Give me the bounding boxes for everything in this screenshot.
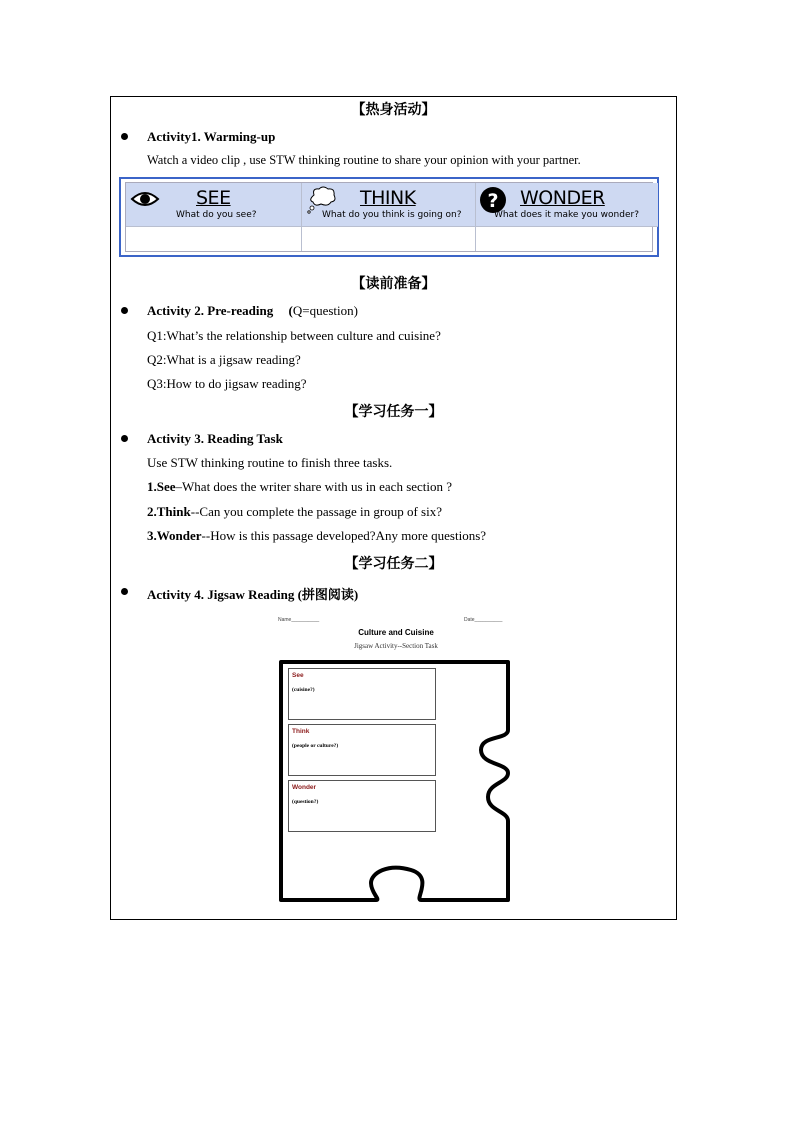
question-3: Q3:How to do jigsaw reading? (147, 376, 307, 391)
bullet-icon (121, 588, 128, 595)
prereading-section-title: 【读前准备】 (351, 277, 436, 292)
see-word: SEE (196, 187, 231, 209)
think-box-label: Think (292, 728, 310, 735)
activity2-heading: Activity 2. Pre-reading (147, 303, 274, 318)
see-box-hint: (cuisine?) (292, 687, 315, 693)
task2-section-title: 【学习任务二】 (344, 557, 443, 572)
worksheet-subtitle: Jigsaw Activity--Section Task (354, 642, 438, 650)
task-wonder-line (147, 528, 486, 544)
stw-column-think (302, 183, 476, 251)
eye-icon (130, 189, 160, 209)
think-question: What do you think is going on? (322, 210, 462, 220)
bullet-icon (121, 307, 128, 314)
see-box-label: See (292, 672, 304, 679)
question-1: Q1:What’s the relationship between culture and cuisine? (147, 328, 441, 343)
warmup-section-title: 【热身活动】 (351, 103, 436, 118)
worksheet-title: Culture and Cuisine (358, 628, 434, 637)
activity1-heading: Activity1. Warming-up (147, 129, 276, 144)
bullet-icon (121, 133, 128, 140)
wonder-box-label: Wonder (292, 784, 317, 791)
jigsaw-worksheet (276, 615, 516, 915)
task-wonder-label: 3.Wonder (147, 528, 202, 543)
task-think-line (147, 504, 442, 520)
activity3-heading: Activity 3. Reading Task (147, 431, 283, 446)
wonder-box-hint: (question?) (292, 799, 319, 805)
activity1-instruction: Watch a video clip , use STW thinking routine to share your opinion with your partner. (147, 153, 581, 167)
activity2-heading-line (147, 303, 358, 319)
task-think-label: 2.Think (147, 504, 191, 519)
activity2-paren: ( (288, 303, 293, 318)
wonder-question: What does it make you wonder? (494, 210, 639, 220)
task-see-label: 1.See (147, 479, 176, 494)
svg-text:?: ? (487, 190, 499, 212)
stw-column-wonder (476, 183, 658, 251)
task-wonder-text: --How is this passage developed?Any more questions? (201, 528, 487, 543)
worksheet-date-field: Date__________ (464, 617, 503, 623)
stw-column-see (126, 183, 302, 251)
activity2-note: Q=question) (292, 303, 358, 318)
worksheet-name-field: Name__________ (278, 617, 320, 623)
task-see-text: –What does the writer share with us in each section ? (175, 479, 453, 494)
think-box-hint: (people or culture?) (292, 743, 339, 749)
think-word: THINK (360, 187, 416, 209)
think-box (288, 724, 436, 776)
lesson-frame (110, 96, 677, 920)
see-box (288, 668, 436, 720)
task-think-text: --Can you complete the passage in group of six? (190, 504, 442, 519)
see-question: What do you see? (176, 210, 257, 220)
stw-table (119, 177, 659, 257)
activity3-intro: Use STW thinking routine to finish three tasks. (147, 455, 393, 470)
wonder-word: WONDER (520, 187, 605, 209)
wonder-box (288, 780, 436, 832)
task-see-line (147, 479, 452, 495)
bullet-icon (121, 435, 128, 442)
activity4-heading: Activity 4. Jigsaw Reading (拼图阅读) (147, 587, 359, 602)
task1-section-title: 【学习任务一】 (344, 405, 443, 420)
question-2: Q2:What is a jigsaw reading? (147, 352, 301, 367)
